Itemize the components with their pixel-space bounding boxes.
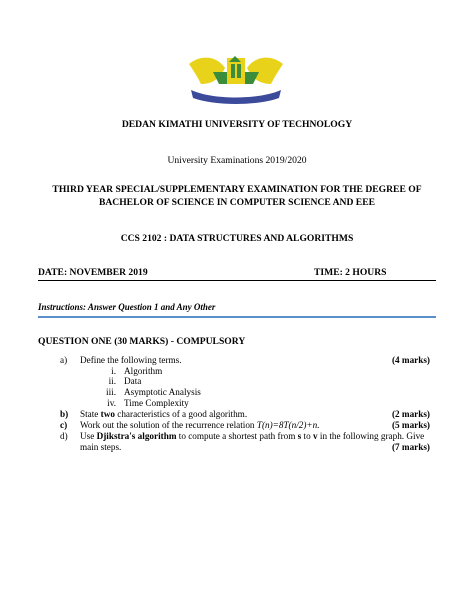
part-label: d): [60, 431, 68, 441]
part-marks: (7 marks): [391, 442, 430, 452]
part-text: State two characteristics of a good algorithm.: [80, 409, 248, 419]
university-name: DEDAN KIMATHI UNIVERSITY OF TECHNOLOGY: [121, 119, 353, 130]
part-label: c): [60, 420, 68, 430]
term-number: iii.: [106, 387, 116, 397]
question-heading: QUESTION ONE (30 MARKS) - COMPULSORY: [38, 336, 246, 347]
term-text: Algorithm: [124, 366, 163, 376]
part-marks: (4 marks): [391, 355, 430, 365]
part-text: Define the following terms.: [80, 355, 182, 365]
part-label: b): [60, 409, 69, 419]
term-text: Asymptotic Analysis: [124, 387, 201, 397]
exam-year: University Examinations 2019/2020: [167, 155, 307, 166]
instructions-divider: [38, 316, 436, 318]
part-text-continued: main steps.: [80, 442, 122, 452]
part-marks: (5 marks): [391, 420, 430, 430]
exam-date: DATE: NOVEMBER 2019: [38, 267, 148, 278]
exam-title-line1: THIRD YEAR SPECIAL/SUPPLEMENTARY EXAMINATION FOR THE DEGREE OF: [52, 184, 422, 195]
term-text: Time Complexity: [124, 398, 189, 408]
term-number: ii.: [108, 376, 116, 386]
university-crest-logo: [183, 50, 289, 104]
part-label: a): [60, 355, 68, 365]
course-title: CCS 2102 : DATA STRUCTURES AND ALGORITHMS: [120, 233, 354, 244]
exam-title-line2: BACHELOR OF SCIENCE IN COMPUTER SCIENCE AND EEE: [98, 197, 376, 208]
term-number: iv.: [107, 398, 116, 408]
term-text: Data: [124, 376, 142, 386]
part-text: Work out the solution of the recurrence relation T(n)=8T(n/2)+n.: [80, 420, 320, 430]
term-number: i.: [111, 366, 116, 376]
header-divider: [38, 280, 436, 281]
part-text: Use Djikstra's algorithm to compute a shortest path from s to v in the following graph. Give: [80, 431, 425, 441]
instructions: Instructions: Answer Question 1 and Any Other: [38, 302, 216, 312]
part-marks: (2 marks): [391, 409, 430, 419]
exam-duration: TIME: 2 HOURS: [314, 267, 387, 278]
